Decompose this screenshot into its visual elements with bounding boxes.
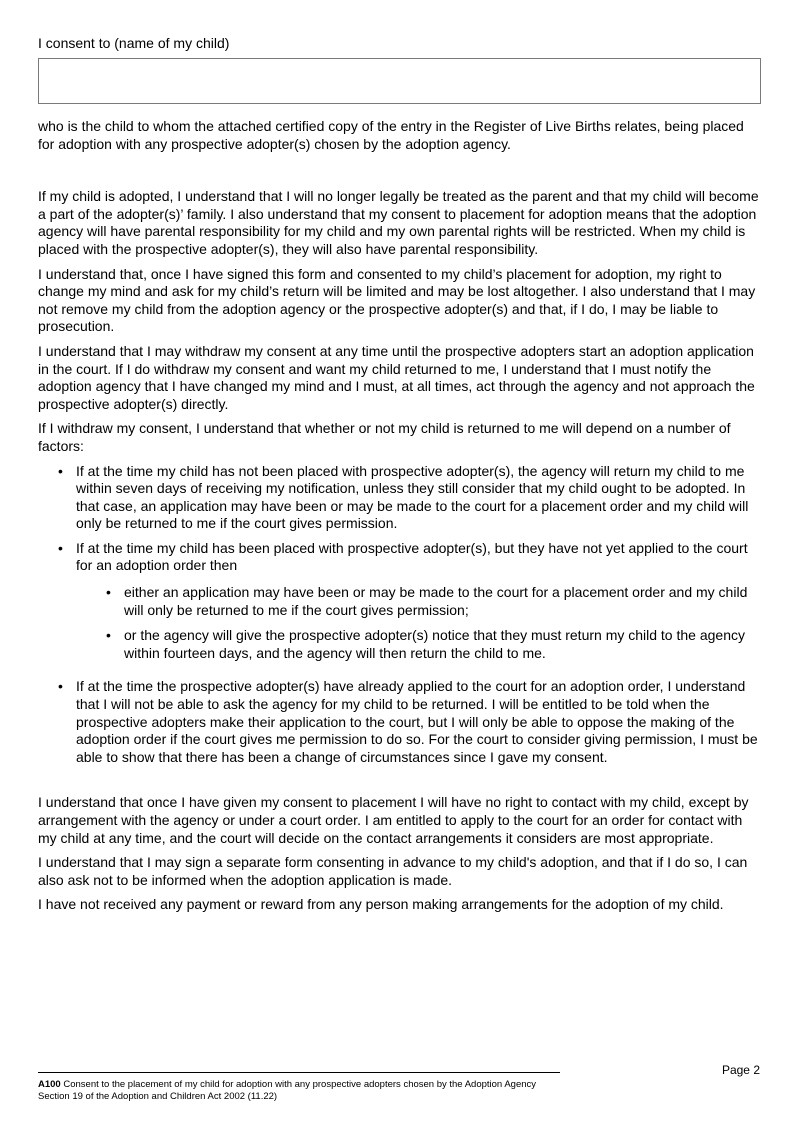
sub-factors-list	[76, 584, 762, 662]
paragraph-withdraw-consent: I understand that I may withdraw my consent at any time until the prospective adopters start an adoption application in the court. If I do withdraw my consent and want my child returned to me, I understand that I must notify the adoption agency that I have changed my mind and I must, at all times, act through the agency and not approach the prospective adopter(s) directly.	[38, 342, 755, 412]
paragraph-factors-intro: If I withdraw my consent, I understand that whether or not my child is returned to me will depend on a number of factors:	[38, 420, 731, 454]
list-item-text: If at the time my child has been placed with prospective adopter(s), but they have not yet applied to the court for an adoption order then	[76, 539, 748, 574]
list-item	[38, 678, 762, 766]
bullet-icon: •	[58, 678, 63, 695]
sub-list-item-text: or the agency will give the prospective adopter(s) notice that they must return my child to the agency within fourteen days, and the agency will then return the child to me.	[124, 627, 745, 661]
footer-divider	[38, 1072, 560, 1073]
bullet-icon: •	[58, 539, 63, 556]
child-name-label: I consent to (name of my child)	[38, 35, 230, 51]
list-item	[38, 540, 762, 663]
paragraph-separate-form: I understand that I may sign a separate form consenting in advance to my child's adoption, and that if I do so, I can also ask not to be informed when the adoption application is made.	[38, 854, 748, 888]
form-description: Consent to the placement of my child for adoption with any prospective adopters chosen by the Adoption Agency Section 19 of the Adoption and Children Act 2002 (11.22)	[38, 1079, 537, 1102]
document-page	[38, 34, 762, 914]
factors-list	[38, 463, 762, 767]
footer-form-info	[38, 1079, 558, 1103]
list-item	[38, 463, 762, 533]
sub-list-item	[76, 584, 762, 619]
form-code: A100	[38, 1079, 61, 1090]
bullet-icon: •	[106, 627, 111, 644]
bullet-icon: •	[106, 584, 111, 601]
paragraph-no-payment: I have not received any payment or reward from any person making arrangements for the adoption of my child.	[38, 896, 724, 913]
paragraph-child-identity: who is the child to whom the attached certified copy of the entry in the Register of Live Births relates, being placed for adoption with any prospective adopter(s) chosen by the adoption agency.	[38, 118, 744, 152]
page-number: Page 2	[721, 1063, 760, 1077]
bullet-icon: •	[58, 462, 63, 479]
paragraph-adoption-effect: If my child is adopted, I understand that I will no longer legally be treated as the parent and that my child will become a part of the adopter(s)’ family. I also understand that my consent to placement for adoption means that the adoption agency will have parental responsibility for my child and my own parental rights will be restricted. When my child is placed with the prospective adopter(s), they will also have parental responsibility.	[38, 188, 759, 257]
paragraph-right-limited: I understand that, once I have signed this form and consented to my child’s placement for adoption, my right to change my mind and ask for my child’s return will be limited and may be lost altogether. I also understand that I may not remove my child from the adoption agency or the prospective adopter(s) and that, if I do, I may be liable to prosecution.	[38, 265, 756, 335]
list-item-text: If at the time my child has not been placed with prospective adopter(s), the agency will return my child to me within seven days of receiving my notification, unless they still consider that my child ought to be adopted. In that case, an application may have been or may be made to the court for a placement order and my child will only be returned to me if the court gives permission.	[76, 462, 749, 532]
paragraph-contact-rights: I understand that once I have given my consent to placement I will have no right to contact with my child, except by arrangement with the agency or under a court order. I am entitled to apply to the court for an order for contact with my child at any time, and the court will decide on the contact arrangements it considers are most appropriate.	[38, 794, 749, 846]
list-item-text: If at the time the prospective adopter(s) have already applied to the court for an adoption order, I understand that I will not be able to ask the agency for my child to be returned. I will be entitled to be told when the prospective adopters make their application to the court, but I will only be able to oppose the making of the adoption order if the court gives me permission to do so. For the court to consider giving permission, I must be able to show that there has been a change of circumstances since I gave my consent.	[76, 678, 758, 765]
sub-list-item	[76, 627, 762, 662]
child-name-field[interactable]	[38, 58, 761, 104]
sub-list-item-text: either an application may have been or may be made to the court for a placement order and my child will only be returned to me if the court gives permission;	[124, 584, 748, 618]
